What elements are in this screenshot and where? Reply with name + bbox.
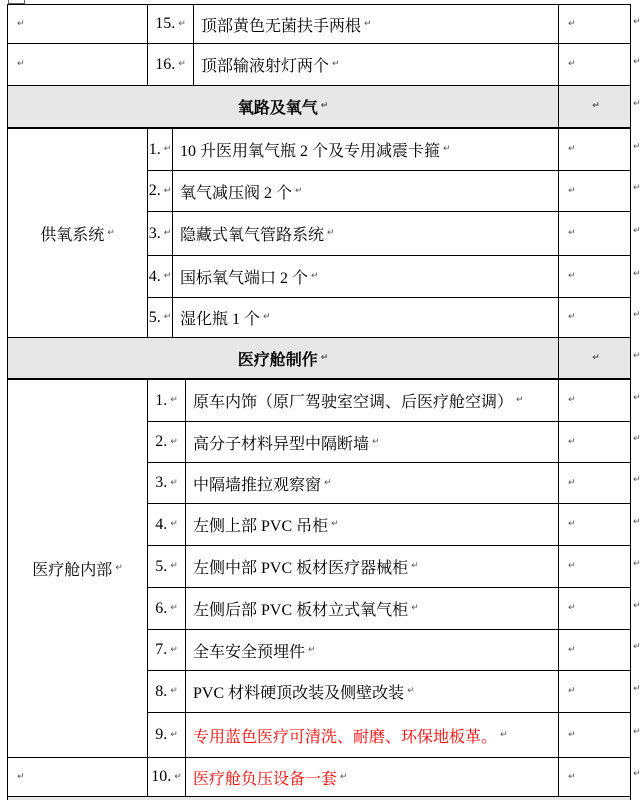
paragraph-mark-icon: ↵ <box>174 771 182 782</box>
paragraph-mark-icon: ↵ <box>311 271 319 281</box>
item-number: 10. <box>151 768 172 785</box>
paragraph-mark-icon: ↵ <box>633 684 641 694</box>
qty-cell <box>559 713 631 758</box>
item-number: 4. <box>148 267 161 285</box>
paragraph-mark-icon: ↵ <box>633 517 641 527</box>
qty-cell <box>559 380 631 422</box>
item-number-cell <box>148 129 173 171</box>
qty-cell <box>559 422 631 463</box>
item-number-cell <box>148 380 186 422</box>
paragraph-mark-icon: ↵ <box>568 395 576 405</box>
item-desc: 10 升医用氧气瓶 2 个及专用减震卡箍 <box>180 143 441 160</box>
paragraph-mark-icon: ↵ <box>633 642 641 652</box>
paragraph-mark-icon: ↵ <box>411 603 419 613</box>
paragraph-mark-icon: ↵ <box>568 59 576 69</box>
paragraph-mark-icon: ↵ <box>633 769 641 779</box>
item-number: 6. <box>155 599 168 617</box>
item-number-cell <box>148 713 186 758</box>
qty-cell <box>559 298 631 338</box>
paragraph-mark-icon: ↵ <box>107 227 115 238</box>
item-number: 1. <box>155 391 168 409</box>
paragraph-mark-icon: ↵ <box>170 644 178 655</box>
paragraph-mark-icon: ↵ <box>332 59 340 69</box>
item-number: 8. <box>155 682 168 700</box>
item-desc-cell <box>186 671 559 713</box>
section-header-title: 医疗舱制作 <box>237 351 318 369</box>
category-label: 供氧系统 <box>40 226 105 244</box>
paragraph-mark-icon: ↵ <box>568 477 576 488</box>
paragraph-mark-icon: ↵ <box>170 436 178 447</box>
document-table <box>7 4 631 800</box>
item-number-cell <box>148 171 173 212</box>
paragraph-mark-icon: ↵ <box>340 771 348 782</box>
item-desc: 顶部黄色无菌扶手两根 <box>201 17 362 35</box>
paragraph-mark-icon: ↵ <box>568 644 576 655</box>
item-desc-cell <box>186 463 559 504</box>
paragraph-mark-icon: ↵ <box>320 101 329 111</box>
item-number-cell <box>148 504 186 546</box>
item-number-cell <box>148 44 194 86</box>
paragraph-mark-icon: ↵ <box>170 519 178 529</box>
item-desc-cell <box>186 422 559 463</box>
item-desc: 左侧后部 PVC 板材立式氧气柜 <box>193 602 409 619</box>
item-number-cell <box>148 5 194 44</box>
paragraph-mark-icon: ↵ <box>633 727 641 737</box>
empty-label-cell <box>8 44 148 86</box>
paragraph-mark-icon: ↵ <box>633 183 641 193</box>
item-desc-cell <box>173 256 559 298</box>
paragraph-mark-icon: ↵ <box>331 519 339 529</box>
item-number: 2. <box>155 433 168 450</box>
paragraph-mark-icon: ↵ <box>17 771 25 782</box>
item-desc-cell <box>173 212 559 256</box>
paragraph-mark-icon: ↵ <box>443 144 451 154</box>
paragraph-mark-icon: ↵ <box>633 142 641 152</box>
item-desc: 全车安全预埋件 <box>193 643 306 661</box>
item-number: 5. <box>155 557 168 575</box>
item-desc: 左侧上部 PVC 吊柜 <box>193 518 329 535</box>
paragraph-mark-icon: ↵ <box>163 185 172 196</box>
item-desc: 国标氧气端口 2 个 <box>180 270 309 287</box>
item-desc: 医疗舱负压设备一套 <box>193 770 338 788</box>
item-number: 3. <box>148 224 161 242</box>
qty-cell <box>559 463 631 504</box>
qty-cell <box>559 546 631 588</box>
category-label-cell <box>8 380 148 758</box>
item-number-cell <box>148 422 186 463</box>
paragraph-mark-icon: ↵ <box>163 144 172 154</box>
qty-cell <box>559 129 631 171</box>
paragraph-mark-icon: ↵ <box>170 477 178 488</box>
item-number-cell <box>148 463 186 504</box>
paragraph-mark-icon: ↵ <box>372 436 380 447</box>
paragraph-mark-icon: ↵ <box>17 18 25 29</box>
item-number: 15. <box>155 15 176 32</box>
paragraph-mark-icon: ↵ <box>115 563 123 573</box>
item-desc: 中隔墙推拉观察窗 <box>193 476 322 494</box>
paragraph-mark-icon: ↵ <box>568 519 576 529</box>
paragraph-mark-icon: ↵ <box>633 269 641 279</box>
item-desc: PVC 材料硬顶改装及侧壁改装 <box>193 685 405 702</box>
item-desc-cell <box>186 630 559 671</box>
item-number-cell <box>148 588 186 630</box>
category-label-cell <box>8 129 148 338</box>
paragraph-mark-icon: ↵ <box>516 395 524 405</box>
item-desc-cell <box>194 5 559 44</box>
paragraph-mark-icon: ↵ <box>170 603 178 613</box>
item-number-cell <box>148 671 186 713</box>
paragraph-mark-icon: ↵ <box>633 559 641 569</box>
item-desc: 专用蓝色医疗可清洗、耐磨、环保地板革。 <box>193 728 498 746</box>
item-desc: 氧气减压阀 2 个 <box>180 184 293 202</box>
item-desc-cell <box>186 546 559 588</box>
paragraph-mark-icon: ↵ <box>170 686 178 696</box>
item-desc-cell <box>173 171 559 212</box>
item-number-cell <box>148 546 186 588</box>
paragraph-mark-icon: ↵ <box>568 561 576 571</box>
paragraph-mark-icon: ↵ <box>633 475 641 485</box>
paragraph-mark-icon: ↵ <box>500 729 508 740</box>
item-number-cell <box>148 212 173 256</box>
paragraph-mark-icon: ↵ <box>633 99 641 109</box>
item-number: 4. <box>155 515 168 533</box>
paragraph-mark-icon: ↵ <box>263 312 271 322</box>
paragraph-mark-icon: ↵ <box>178 59 186 69</box>
qty-cell <box>559 171 631 212</box>
qty-cell <box>559 504 631 546</box>
qty-cell <box>559 5 631 44</box>
item-desc-cell <box>173 129 559 171</box>
paragraph-mark-icon: ↵ <box>163 271 172 281</box>
item-number: 1. <box>148 140 161 158</box>
paragraph-mark-icon: ↵ <box>170 395 178 405</box>
paragraph-mark-icon: ↵ <box>633 310 641 320</box>
paragraph-mark-icon: ↵ <box>568 18 576 29</box>
paragraph-mark-icon: ↵ <box>633 17 641 27</box>
item-number-cell <box>148 758 186 797</box>
paragraph-mark-icon: ↵ <box>568 771 576 782</box>
section-header-cell <box>8 338 559 380</box>
item-desc: 湿化瓶 1 个 <box>180 311 261 328</box>
qty-cell <box>559 758 631 797</box>
item-number: 2. <box>148 182 161 199</box>
item-desc: 原车内饰（原厂驾驶室空调、后医疗舱空调） <box>193 394 514 411</box>
paragraph-mark-icon: ↵ <box>170 561 178 571</box>
empty-label-cell <box>8 758 148 797</box>
item-desc: 左侧中部 PVC 板材医疗器械柜 <box>193 560 409 577</box>
paragraph-mark-icon: ↵ <box>633 226 641 236</box>
paragraph-mark-icon: ↵ <box>592 101 600 111</box>
item-number: 7. <box>155 641 168 658</box>
section-header-qty-cell <box>559 86 631 129</box>
item-desc: 高分子材料异型中隔断墙 <box>193 435 370 453</box>
item-desc-cell <box>194 44 559 86</box>
item-number: 16. <box>155 55 176 73</box>
paragraph-mark-icon: ↵ <box>568 144 576 154</box>
paragraph-mark-icon: ↵ <box>568 686 576 696</box>
qty-cell <box>559 630 631 671</box>
qty-cell <box>559 44 631 86</box>
paragraph-mark-icon: ↵ <box>324 477 332 488</box>
paragraph-mark-icon: ↵ <box>407 686 415 696</box>
section-header-qty-cell <box>559 338 631 380</box>
item-number-cell <box>148 256 173 298</box>
item-number: 5. <box>148 308 161 326</box>
qty-cell <box>559 588 631 630</box>
item-desc: 隐藏式氧气管路系统 <box>180 227 325 244</box>
qty-cell <box>559 212 631 256</box>
paragraph-mark-icon: ↵ <box>633 434 641 444</box>
paragraph-mark-icon: ↵ <box>308 644 316 655</box>
paragraph-mark-icon: ↵ <box>170 729 178 740</box>
item-number: 9. <box>155 726 168 743</box>
section-header-title: 氧路及氧气 <box>237 100 318 117</box>
paragraph-mark-icon: ↵ <box>320 352 329 363</box>
item-desc-cell <box>186 504 559 546</box>
empty-label-cell <box>8 5 148 44</box>
paragraph-mark-icon: ↵ <box>568 271 576 281</box>
paragraph-mark-icon: ↵ <box>592 352 600 363</box>
paragraph-mark-icon: ↵ <box>295 185 303 196</box>
paragraph-mark-icon: ↵ <box>568 312 576 322</box>
paragraph-mark-icon: ↵ <box>633 601 641 611</box>
item-desc-cell <box>186 713 559 758</box>
paragraph-mark-icon: ↵ <box>163 312 172 322</box>
category-label: 医疗舱内部 <box>32 562 113 579</box>
item-desc-cell <box>186 588 559 630</box>
paragraph-mark-icon: ↵ <box>17 59 25 69</box>
paragraph-mark-icon: ↵ <box>163 228 172 238</box>
paragraph-mark-icon: ↵ <box>178 18 186 29</box>
qty-cell <box>559 671 631 713</box>
paragraph-mark-icon: ↵ <box>568 729 576 740</box>
item-number: 3. <box>155 474 168 491</box>
item-number-cell <box>148 630 186 671</box>
paragraph-mark-icon: ↵ <box>633 393 641 403</box>
item-number-cell <box>148 298 173 338</box>
item-desc: 顶部输液射灯两个 <box>201 58 330 75</box>
paragraph-mark-icon: ↵ <box>364 18 372 29</box>
paragraph-mark-icon: ↵ <box>568 603 576 613</box>
paragraph-mark-icon: ↵ <box>568 185 576 196</box>
item-desc-cell <box>173 298 559 338</box>
paragraph-mark-icon: ↵ <box>633 351 641 361</box>
item-desc-cell <box>186 380 559 422</box>
paragraph-mark-icon: ↵ <box>411 561 419 571</box>
section-header-cell <box>8 86 559 129</box>
paragraph-mark-icon: ↵ <box>327 228 335 238</box>
qty-cell <box>559 256 631 298</box>
paragraph-mark-icon: ↵ <box>568 228 576 238</box>
paragraph-mark-icon: ↵ <box>568 436 576 447</box>
paragraph-mark-icon: ↵ <box>633 57 641 67</box>
item-desc-cell <box>186 758 559 797</box>
